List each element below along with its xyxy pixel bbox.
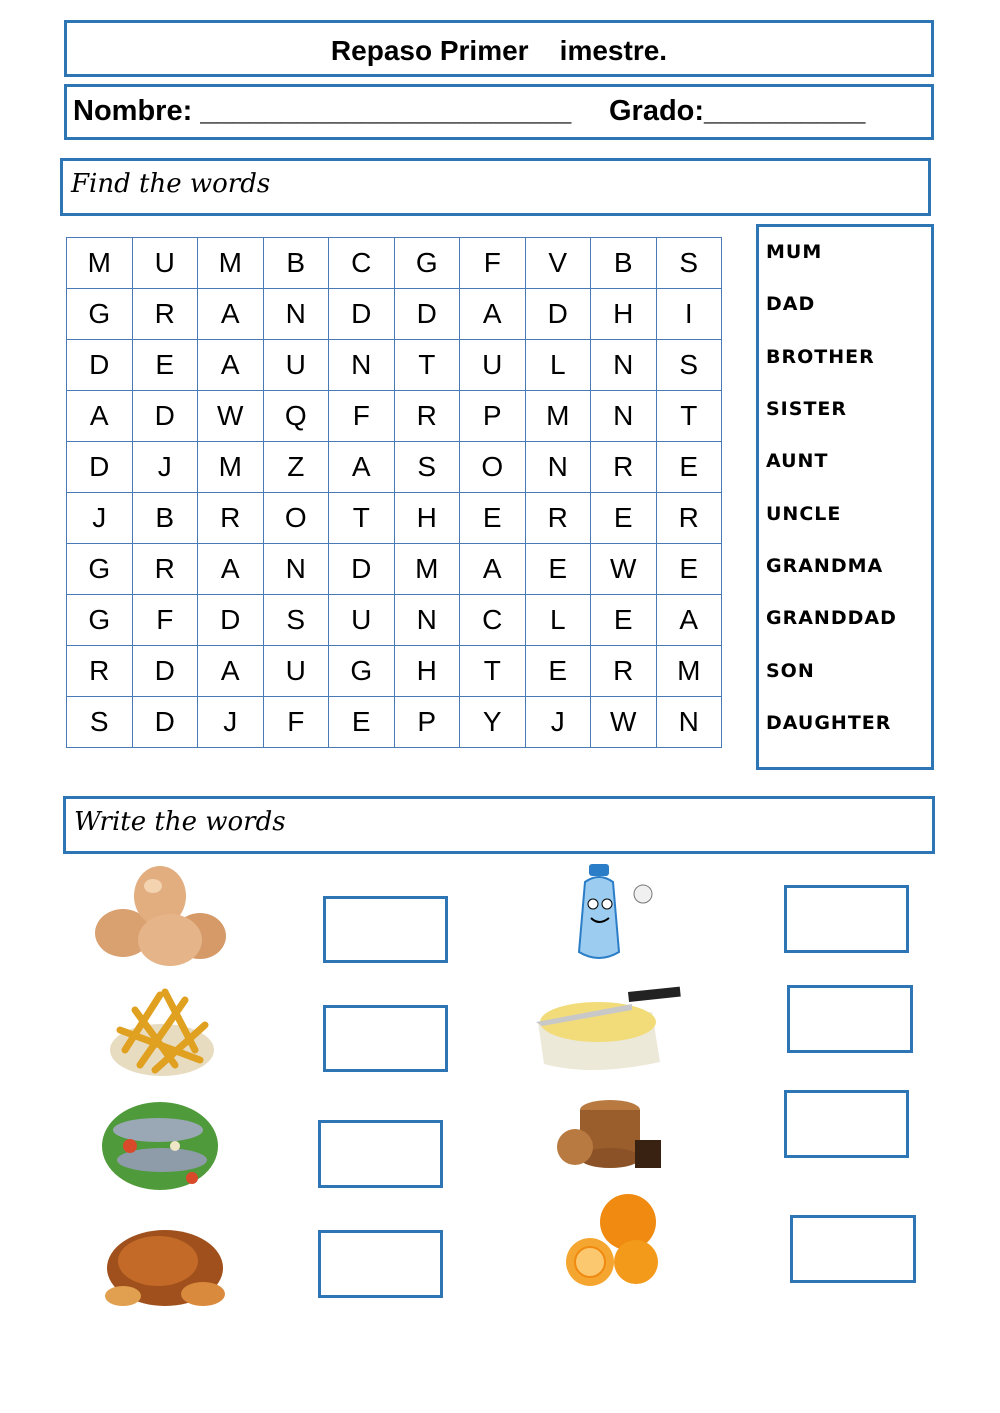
- grid-cell[interactable]: F: [329, 391, 395, 442]
- butter-image: [532, 982, 684, 1077]
- water-bottle-image: [565, 852, 660, 970]
- answer-box-eggs[interactable]: [323, 896, 448, 963]
- grid-cell[interactable]: E: [525, 646, 591, 697]
- grid-cell[interactable]: F: [263, 697, 329, 748]
- grid-cell[interactable]: R: [394, 391, 460, 442]
- grid-cell[interactable]: E: [591, 493, 657, 544]
- grid-cell[interactable]: L: [525, 595, 591, 646]
- grid-cell[interactable]: T: [460, 646, 526, 697]
- word-list-item: SON: [766, 660, 815, 682]
- page-title: Repaso Primer imestre.: [330, 35, 668, 66]
- grid-cell[interactable]: H: [394, 646, 460, 697]
- title-box: [64, 20, 934, 77]
- answer-box-chicken[interactable]: [318, 1230, 443, 1298]
- grid-cell[interactable]: M: [198, 238, 264, 289]
- grid-row: [67, 391, 722, 442]
- grid-cell[interactable]: F: [132, 595, 198, 646]
- grid-cell[interactable]: N: [591, 391, 657, 442]
- grid-cell[interactable]: J: [198, 697, 264, 748]
- grid-cell[interactable]: E: [329, 697, 395, 748]
- grid-cell[interactable]: T: [394, 340, 460, 391]
- grid-cell[interactable]: U: [460, 340, 526, 391]
- grid-cell[interactable]: R: [132, 544, 198, 595]
- grid-cell[interactable]: B: [263, 238, 329, 289]
- grid-cell[interactable]: J: [67, 493, 133, 544]
- grid-cell[interactable]: S: [394, 442, 460, 493]
- grid-cell[interactable]: D: [525, 289, 591, 340]
- answer-box-oranges[interactable]: [790, 1215, 916, 1283]
- grid-cell[interactable]: W: [198, 391, 264, 442]
- grid-cell[interactable]: U: [132, 238, 198, 289]
- grid-row: [67, 289, 722, 340]
- grid-cell[interactable]: I: [656, 289, 722, 340]
- grid-cell[interactable]: S: [263, 595, 329, 646]
- grid-cell[interactable]: A: [67, 391, 133, 442]
- eggs-image: [75, 858, 240, 973]
- grid-cell[interactable]: Y: [460, 697, 526, 748]
- grid-cell[interactable]: Z: [263, 442, 329, 493]
- word-list-item: UNCLE: [766, 503, 842, 525]
- chicken-image: [103, 1216, 228, 1311]
- grid-cell[interactable]: M: [394, 544, 460, 595]
- grid-cell[interactable]: U: [263, 646, 329, 697]
- answer-box-fries[interactable]: [323, 1005, 448, 1072]
- answer-box-fish[interactable]: [318, 1120, 443, 1188]
- grid-cell[interactable]: A: [198, 544, 264, 595]
- word-list-item: MUM: [766, 241, 823, 263]
- grid-cell[interactable]: A: [198, 340, 264, 391]
- grid-cell[interactable]: E: [656, 442, 722, 493]
- grid-cell[interactable]: C: [460, 595, 526, 646]
- grid-cell[interactable]: R: [591, 442, 657, 493]
- grid-cell[interactable]: N: [525, 442, 591, 493]
- grid-cell[interactable]: L: [525, 340, 591, 391]
- grid-cell[interactable]: J: [525, 697, 591, 748]
- grid-cell[interactable]: H: [394, 493, 460, 544]
- word-list-item: GRANDDAD: [766, 607, 897, 629]
- find-section-header: [60, 158, 931, 216]
- grid-cell[interactable]: M: [198, 442, 264, 493]
- grid-cell[interactable]: A: [198, 646, 264, 697]
- answer-box-butter[interactable]: [787, 985, 913, 1053]
- grid-cell[interactable]: D: [329, 289, 395, 340]
- word-list-item: DAUGHTER: [766, 712, 892, 734]
- grid-cell[interactable]: M: [525, 391, 591, 442]
- grid-row: [67, 238, 722, 289]
- grid-cell[interactable]: O: [263, 493, 329, 544]
- grid-cell[interactable]: U: [263, 340, 329, 391]
- grid-cell[interactable]: T: [329, 493, 395, 544]
- grid-cell[interactable]: A: [198, 289, 264, 340]
- grid-row: [67, 646, 722, 697]
- grid-cell[interactable]: A: [656, 595, 722, 646]
- word-list-item: BROTHER: [766, 346, 875, 368]
- grid-cell[interactable]: D: [67, 340, 133, 391]
- grid-cell[interactable]: F: [460, 238, 526, 289]
- grid-cell[interactable]: A: [329, 442, 395, 493]
- grid-cell[interactable]: N: [394, 595, 460, 646]
- grid-cell[interactable]: E: [525, 544, 591, 595]
- grid-cell[interactable]: G: [67, 289, 133, 340]
- grid-cell[interactable]: N: [263, 544, 329, 595]
- grid-cell[interactable]: B: [591, 238, 657, 289]
- word-search-grid: [66, 237, 722, 748]
- grid-cell[interactable]: R: [591, 646, 657, 697]
- grid-cell[interactable]: N: [591, 340, 657, 391]
- grid-cell[interactable]: M: [67, 238, 133, 289]
- grid-cell[interactable]: V: [525, 238, 591, 289]
- grid-cell[interactable]: G: [329, 646, 395, 697]
- grid-cell[interactable]: B: [132, 493, 198, 544]
- oranges-image: [560, 1190, 670, 1295]
- grid-cell[interactable]: H: [591, 289, 657, 340]
- grid-cell[interactable]: S: [67, 697, 133, 748]
- word-list-item: AUNT: [766, 450, 829, 472]
- grid-cell[interactable]: D: [132, 391, 198, 442]
- grid-cell[interactable]: W: [591, 697, 657, 748]
- grid-cell[interactable]: D: [67, 442, 133, 493]
- grid-cell[interactable]: A: [460, 544, 526, 595]
- grid-cell[interactable]: O: [460, 442, 526, 493]
- fries-image: [105, 980, 220, 1085]
- grid-cell[interactable]: D: [394, 289, 460, 340]
- grid-cell[interactable]: R: [198, 493, 264, 544]
- word-list: [756, 224, 934, 770]
- grid-cell[interactable]: N: [263, 289, 329, 340]
- grid-cell[interactable]: P: [460, 391, 526, 442]
- grid-cell[interactable]: D: [329, 544, 395, 595]
- grid-cell[interactable]: W: [591, 544, 657, 595]
- grid-cell[interactable]: G: [67, 544, 133, 595]
- grid-cell[interactable]: M: [656, 646, 722, 697]
- grid-cell[interactable]: D: [198, 595, 264, 646]
- grid-cell[interactable]: S: [656, 238, 722, 289]
- grid-row: [67, 442, 722, 493]
- name-label[interactable]: Nombre: _______________________: [73, 95, 572, 127]
- grid-cell[interactable]: N: [656, 697, 722, 748]
- grid-cell[interactable]: D: [132, 646, 198, 697]
- grid-row: [67, 544, 722, 595]
- grid-cell[interactable]: U: [329, 595, 395, 646]
- fish-image: [100, 1098, 220, 1193]
- word-list-item: GRANDMA: [766, 555, 884, 577]
- grid-cell[interactable]: P: [394, 697, 460, 748]
- grid-cell[interactable]: E: [656, 544, 722, 595]
- name-grade-box: [64, 84, 934, 140]
- grid-cell[interactable]: J: [132, 442, 198, 493]
- answer-box-cookies[interactable]: [784, 1090, 909, 1158]
- grid-cell[interactable]: E: [132, 340, 198, 391]
- word-list-item: DAD: [766, 293, 816, 315]
- word-list-item: SISTER: [766, 398, 848, 420]
- grid-row: [67, 340, 722, 391]
- find-section-title: Find the words: [71, 169, 271, 199]
- grid-row: [67, 697, 722, 748]
- cookies-image: [555, 1092, 665, 1177]
- grid-cell[interactable]: R: [67, 646, 133, 697]
- grid-cell[interactable]: R: [132, 289, 198, 340]
- grid-cell[interactable]: S: [656, 340, 722, 391]
- grid-cell[interactable]: C: [329, 238, 395, 289]
- grid-cell[interactable]: G: [67, 595, 133, 646]
- grid-row: [67, 493, 722, 544]
- grid-cell[interactable]: E: [591, 595, 657, 646]
- grid-cell[interactable]: E: [460, 493, 526, 544]
- write-section-title: Write the words: [74, 807, 286, 837]
- grid-cell[interactable]: G: [394, 238, 460, 289]
- grid-cell[interactable]: N: [329, 340, 395, 391]
- grid-cell[interactable]: R: [525, 493, 591, 544]
- grid-cell[interactable]: A: [460, 289, 526, 340]
- answer-box-water[interactable]: [784, 885, 909, 953]
- grid-cell[interactable]: Q: [263, 391, 329, 442]
- grid-row: [67, 595, 722, 646]
- grid-cell[interactable]: D: [132, 697, 198, 748]
- grid-cell[interactable]: T: [656, 391, 722, 442]
- grade-label[interactable]: Grado:__________: [609, 95, 866, 127]
- write-section-header: [63, 796, 935, 854]
- grid-cell[interactable]: R: [656, 493, 722, 544]
